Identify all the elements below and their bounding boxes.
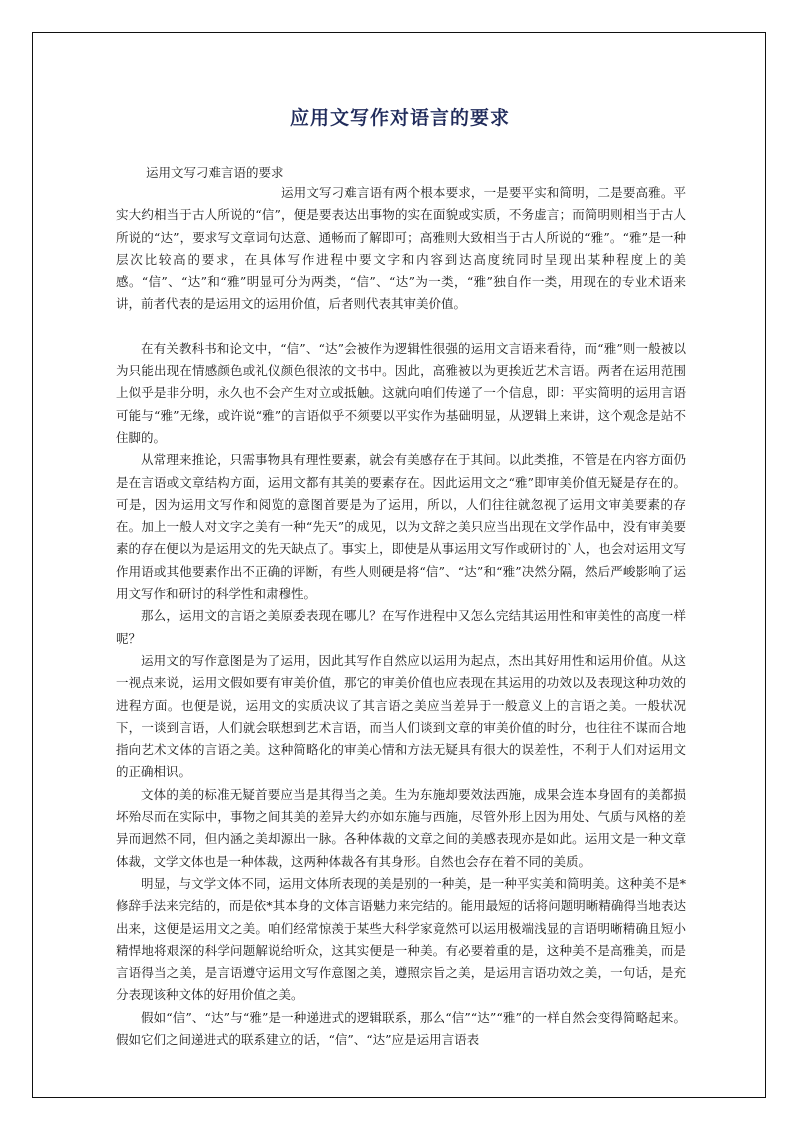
paragraph: 运用文的写作意图是为了运用，因此其写作自然应以运用为起点，杰出其好用性和运用价值。从这一视点来说，运用文假如要有审美价值，那它的审美价值也应表现在其运用的功效以及表现这种功效的进程方面。也便是说，运用文的实质决议了其言语之美应当差异于一般意义上的言语之美。一般状况下，一谈到言语，人们就会联想到艺术言语，而当人们谈到文章的审美价值的时分，也往往不谋而合地指向艺术文体的言语之美。这种简略化的审美心情和方法无疑具有很大的误差性，不利于人们对运用文的正确相识。: [116, 652, 686, 780]
paragraph: 从常理来推论，只需事物具有理性要素，就会有美感存在于其间。以此类推，不管是在内容方面仍是在言语或文章结构方面，运用文都有其美的要素存在。因此运用文之“雅”即审美价值无疑是存在的。可是，因为运用文写作和阅览的意图首要是为了运用，所以，人们往往就忽视了运用文审美要素的存在。加上一般人对文字之美有一种“先天”的成见，以为文辞之美只应当出现在文学作品中，没有审美要素的存在便以为是运用文的先天缺点了。事实上，即使是从事运用文写作或研讨的`人，也会对运用文写作用语或其他要素作出不正确的评断，有些人则硬是将“信”、“达”和“雅”决然分隔，然后严峻影响了运用文写作和研讨的科学性和肃穆性。: [116, 452, 686, 602]
document-subtitle: 运用文写刁难言语的要求: [146, 165, 284, 180]
paragraph: 明显，与文学文体不同，运用文体所表现的美是别的一种美，是一种平实美和简明美。这种美不是*修辞手法来完结的，而是依*其本身的文体言语魅力来完结的。能用最短的话将问题明晰精确得当地表达出来，这便是运用文之美。咱们经常惊羡于某些大科学家竟然可以运用极端浅显的言语明晰精确且短小精悍地将艰深的科学问题解说给听众，这其实便是一种美。有必要着重的是，这种美不是高雅美，而是言语得当之美，是言语遵守运用文写作意图之美，遵照宗旨之美，是运用言语功效之美，一句话，是充分表现该种文体的好用价值之美。: [116, 875, 686, 1003]
document-body: [116, 182, 686, 1051]
document-title: 应用文写作对语言的要求: [289, 107, 510, 129]
paragraph: 假如“信”、“达”与“雅”是一种递进式的逻辑联系，那么“信”“达”“雅”的一样自然会变得简略起来。假如它们之间递进式的联系建立的话，“信”、“达”应是运用言语表: [116, 1009, 686, 1047]
paragraph: 文体的美的标准无疑首要应当是其得当之美。生为东施却要效法西施，成果会连本身固有的美都损坏殆尽而在实际中，事物之间其美的差异大约亦如东施与西施，尽管外形上因为用处、气质与风格的差异而迥然不同，但内涵之美却源出一脉。各种体裁的文章之间的美感表现亦是如此。运用文是一种文章体裁，文学文体也是一种体裁，这两种体裁各有其身形。自然也会存在着不同的美质。: [116, 786, 686, 869]
paragraph: 运用文写刁难言语有两个根本要求，一是要平实和简明，二是要高雅。平实大约相当于古人所说的“信”，便是要表达出事物的实在面貌或实质，不务虚言；而简明则相当于古人所说的“达”，要求写文章词句达意、通畅而了解即可；高雅则大致相当于古人所说的“雅”。“雅”是一种层次比较高的要求，在具体写作进程中要文字和内容到达高度统同时呈现出某种程度上的美感。“信”、“达”和“雅”明显可分为两类，“信”、“达”为一类，“雅”独自作一类，用现在的专业术语来讲，前者代表的是运用文的运用价值，后者则代表其审美价值。: [116, 185, 686, 312]
paragraph: 在有关教科书和论文中，“信”、“达”会被作为逻辑性很强的运用文言语来看待，而“雅”则一般被以为只能出现在情感颜色或礼仪颜色很浓的文书中。因此，高雅被以为更挨近艺术言语。两者在运用范围上似乎是非分明，永久也不会产生对立或抵触。这就向咱们传递了一个信息，即：平实简明的运用言语可能与“雅”无缘，或许说“雅”的言语似乎不须要以平实作为基础明显，从逻辑上来讲，这个观念是站不住脚的。: [116, 340, 686, 445]
paragraph: 那么，运用文的言语之美原委表现在哪儿？在写作进程中又怎么完结其运用性和审美性的高度一样呢？: [116, 608, 686, 646]
